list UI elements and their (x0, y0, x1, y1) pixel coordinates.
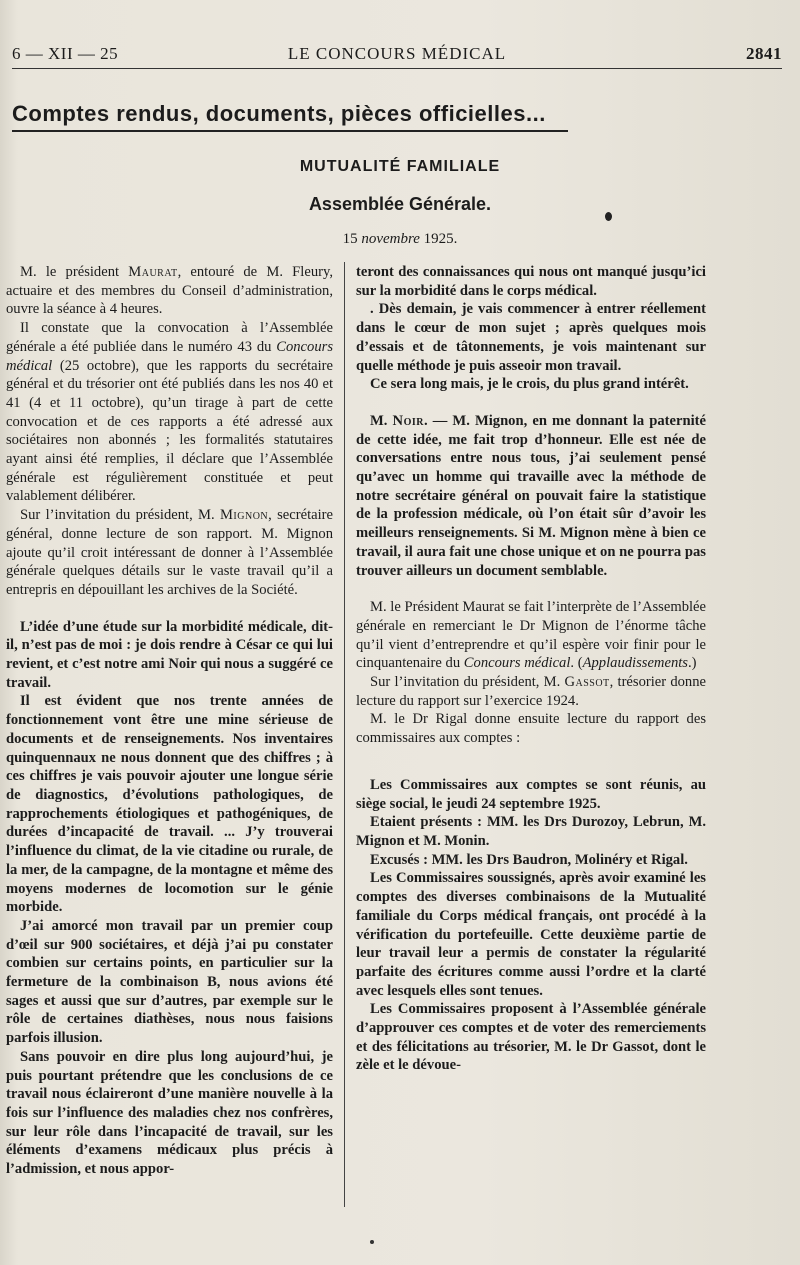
column-divider (344, 262, 345, 1207)
quoted-paragraph: Sans pouvoir en dire plus long aujourd’hui, je puis pourtant prétendre que les conclusions de ce travail nous éclaireront d’une manière nouvelle à la fois sur l’influence des maladies chez nos confrères, sur leur rôle dans l’incapacité de travail, sur les éléments d’examens médicaux plus précis à l’admission, et nous appor- (6, 1048, 333, 1178)
quoted-paragraph: Il est évident que nos trente années de fonctionnement vont être une mine sérieuse de documents et de renseignements. Nos inventaires quinquennaux ne nous donnent que des chiffres ; à ces chiffres je vais pouvoir ajouter une longue série de diagnostics, d’évolutions pathologiques, de rapprochements étiologiques et pathogéniques, de durées d’incapacité de travail. ... J’y trouverai l’influence du climat, de la vie citadine ou rurale, de la mer, de la campagne, de la montagne et même des moyens modernes de locomotion sur le génie morbide. (6, 693, 333, 916)
quoted-paragraph: Les Commissaires aux comptes se sont réunis, au siège social, le jeudi 24 septembre 1925. (356, 776, 706, 812)
organization-title: MUTUALITÉ FAMILIALE (299, 158, 501, 175)
paragraph: Il constate que la convocation à l’Assemblée générale a été publiée dans le numéro 43 du Concours médical (25 octobre), que les rapports du secrétaire général et du trésorier ont été publiés dans les nos 40 et 41 (4 et 11 octobre), qu’un tirage à part de cette convocation et de ces rapports a été adressé aux sociétaires non abonnés ; les formalités statutaires ayant ainsi été remplies, il déclare que l’Assemblée générale est régulièrement constituée et peut valablement délibérer. (6, 320, 333, 505)
section-rule (12, 130, 568, 132)
quoted-paragraph: Excusés : MM. les Drs Baudron, Molinéry et Rigal. (370, 851, 688, 868)
quoted-paragraph: . Dès demain, je vais commencer à entrer réellement dans le cœur de mon sujet ; après quelques mois d’essais et de tâtonnements, je vois maintenant sur quelle méthode je puis asseoir mon travail. (356, 301, 706, 374)
issue-date: 6 — XII — 25 (12, 44, 119, 63)
quoted-paragraph: Ce sera long mais, je le crois, du plus grand intérêt. (370, 376, 689, 393)
quoted-paragraph: Etaient présents : MM. les Drs Durozoy, Lebrun, M. Mignon et M. Monin. (356, 814, 706, 849)
paragraph: Sur l’invitation du président, M. Gassot, trésorier donne lecture du rapport sur l’exercice 1924. (356, 674, 706, 709)
quoted-paragraph: Les Commissaires soussignés, après avoir examiné les comptes des diverses combinaisons de la Mutualité familiale du Corps médical français, ont procédé à la vérification du portefeuille. Cette deuxième partie de leur travail leur a permis de constater la régularité parfaite des écritures comme aussi l’ordre et la clarté avec lesquels elles sont tenues. (356, 870, 706, 999)
paragraph: M. le Dr Rigal donne ensuite lecture du rapport des commissaires aux comptes : (356, 711, 706, 747)
quoted-paragraph: J’ai amorcé mon travail par un premier coup d’œil sur 900 sociétaires, et déjà j’ai pu constater combien sur certains points, en particulier sur la fermeture de la combinaison B, nous avions été sages et aussi que sur d’autres, par exemple sur le rôle de certaines diathèses, nous nous faisions parfois illusion. (6, 917, 333, 1047)
header-rule (12, 68, 782, 69)
quoted-paragraph: M. Noir. — M. Mignon, en me donnant la paternité de cette idée, me fait trop d’honneur. Elle est née de conversations entre nous tous, j’ai seulement pensé qu’avec un homme qui travaille avec la méthode de notre secrétaire général on pouvait faire la statistique de la profession médicale, où l’on était sûr d’avoir les meilleurs renseignements. Si M. Mignon mène à bien ce travail, il aura fait une chose unique et on ne pourra pas trouver ailleurs un document semblable. (356, 412, 706, 579)
left-column (6, 263, 333, 1179)
ink-spot (605, 212, 612, 221)
paragraph: Sur l’invitation du président, M. Mignon, secrétaire général, donne lecture de son rapport. M. Mignon ajoute qu’il croit intéressant de donner à l’Assemblée générale quelques détails sur le vaste travail qu’il a entrepris en dépouillant les archives de la Société. (6, 507, 333, 598)
meeting-title: Assemblée Générale. (308, 194, 492, 214)
journal-title: LE CONCOURS MÉDICAL (287, 44, 507, 63)
page-number: 2841 (746, 44, 782, 63)
quoted-paragraph: L’idée d’une étude sur la morbidité médicale, dit-il, n’est pas de moi : je dois rendre à César ce qui lui revient, et c’est notre ami Noir qui nous a suggéré ce travail. (6, 618, 333, 691)
paragraph: M. le Président Maurat se fait l’interprète de l’Assemblée générale en remerciant le Dr Mignon de l’énorme tâche qu’il vient d’entreprendre et qu’il espère voir finir pour le cinquantenaire du Concours médical. (Applaudissements.) (356, 599, 706, 672)
ink-spot (370, 1240, 374, 1244)
quoted-paragraph: Les Commissaires proposent à l’Assemblée générale d’approuver ces comptes et de voter des remerciements et des félicitations au trésorier, M. le Dr Gassot, dont le zèle et le dévoue- (356, 1001, 706, 1074)
quoted-paragraph: teront des connaissances qui nous ont manqué jusqu’ici sur la morbidité dans le corps médical. (356, 264, 706, 299)
paragraph: M. le président Maurat, entouré de M. Fleury, actuaire et des membres du Conseil d’administration, ouvre la séance à 4 heures. (6, 264, 333, 318)
right-column (356, 263, 706, 1075)
running-header (12, 40, 782, 68)
meeting-date: 15 novembre 1925. (342, 231, 458, 247)
section-title: Comptes rendus, documents, pièces officielles... (12, 101, 546, 126)
